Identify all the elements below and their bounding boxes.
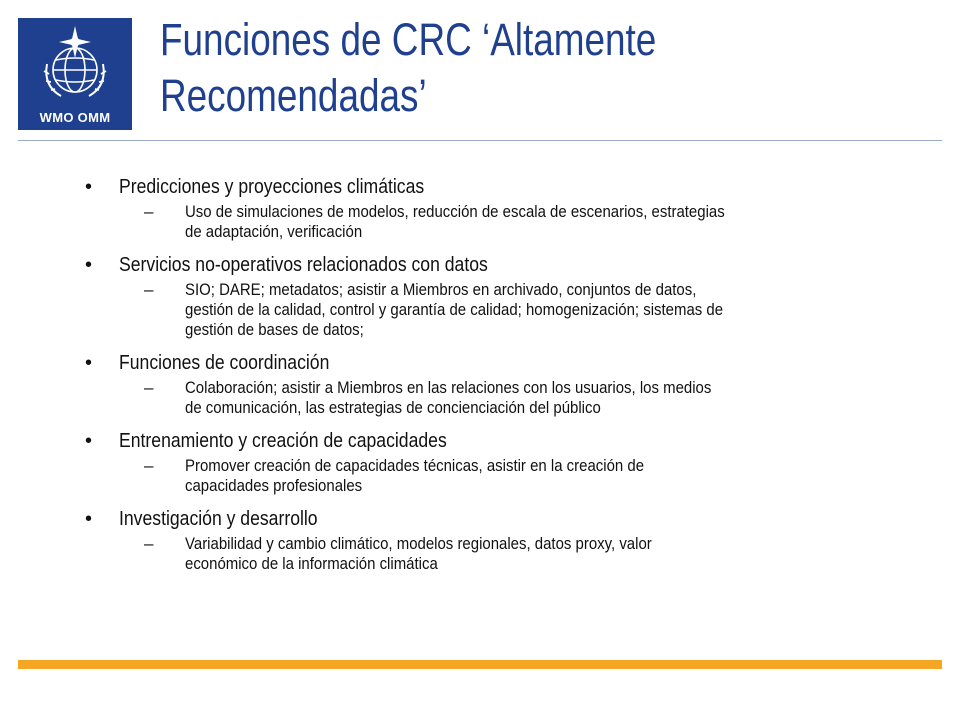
title-divider — [18, 140, 942, 141]
logo-text: WMO OMM — [39, 110, 111, 125]
sub-item — [144, 456, 882, 496]
sub-item-text — [185, 456, 889, 496]
bullet-marker: • — [85, 176, 93, 198]
sub-item — [144, 280, 882, 340]
sub-item — [144, 202, 882, 242]
title-line-1: Funciones de CRC ‘Altamente — [160, 14, 657, 65]
page-title — [160, 12, 783, 124]
bullet-item-entrenamiento — [82, 426, 882, 496]
bullet-marker: • — [85, 254, 93, 276]
bullet-item-predicciones — [82, 172, 882, 242]
sub-item-line: Variabilidad y cambio climático, modelos regionales, datos proxy, valor — [185, 534, 652, 553]
bullet-marker: • — [85, 508, 93, 530]
sub-item-line: Colaboración; asistir a Miembros en las relaciones con los usuarios, los medios — [185, 378, 712, 397]
sub-item-text — [185, 534, 889, 574]
sub-item-line: Uso de simulaciones de modelos, reducción de escala de escenarios, estrategias — [185, 202, 725, 221]
bullet-label: Servicios no-operativos relacionados con datos — [119, 254, 488, 276]
sub-item-text — [185, 202, 889, 242]
dash-marker: – — [144, 456, 154, 475]
wmo-emblem-icon — [35, 24, 115, 102]
sub-item-text — [185, 378, 889, 418]
bullet-list — [82, 172, 882, 574]
sub-item-line: de adaptación, verificación — [185, 222, 363, 241]
dash-marker: – — [144, 202, 154, 221]
title-line-2: Recomendadas’ — [160, 70, 427, 121]
dash-marker: – — [144, 534, 154, 553]
sub-item — [144, 534, 882, 574]
bullet-item-coordinacion — [82, 348, 882, 418]
sub-item-line: de comunicación, las estrategias de concienciación del público — [185, 398, 601, 417]
sub-item-text — [185, 280, 889, 340]
sub-item-line: económico de la información climática — [185, 554, 438, 573]
wmo-logo — [18, 18, 132, 130]
dash-marker: – — [144, 378, 154, 397]
sub-item-line: SIO; DARE; metadatos; asistir a Miembros en archivado, conjuntos de datos, — [185, 280, 697, 299]
bullet-label: Investigación y desarrollo — [119, 508, 318, 530]
sub-item-line: gestión de bases de datos; — [185, 320, 364, 339]
sub-item-line: capacidades profesionales — [185, 476, 363, 495]
sub-item — [144, 378, 882, 418]
bullet-marker: • — [85, 352, 93, 374]
bullet-item-investigacion — [82, 504, 882, 574]
footer-accent-bar — [18, 660, 942, 669]
sub-item-line: gestión de la calidad, control y garantía de calidad; homogenización; sistemas de — [185, 300, 724, 319]
bullet-label: Funciones de coordinación — [119, 352, 330, 374]
bullet-marker: • — [85, 430, 93, 452]
bullet-item-servicios — [82, 250, 882, 340]
sub-item-line: Promover creación de capacidades técnicas, asistir en la creación de — [185, 456, 645, 475]
bullet-label: Entrenamiento y creación de capacidades — [119, 430, 447, 452]
dash-marker: – — [144, 280, 154, 299]
bullet-label: Predicciones y proyecciones climáticas — [119, 176, 425, 198]
